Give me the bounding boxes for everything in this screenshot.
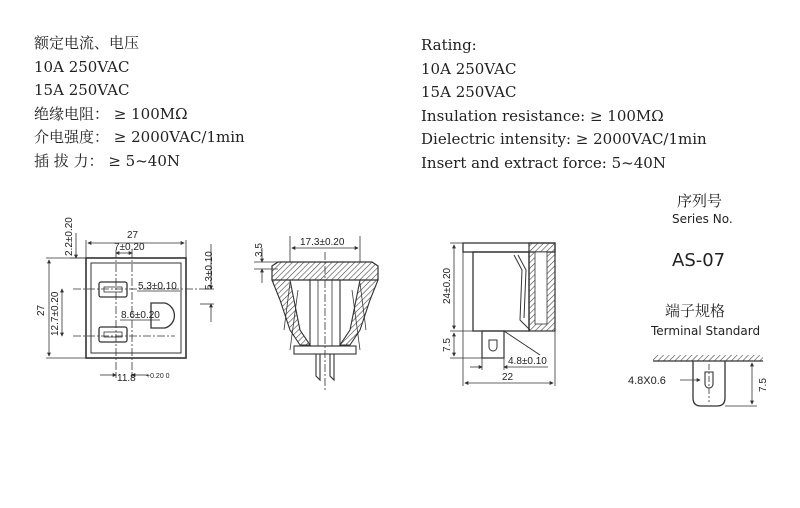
dim-top-gap: 2.2±0.20 (64, 217, 75, 256)
spec-cn-force-value: ≥ 5~40N (108, 151, 180, 170)
dim-top-width: 27 (127, 230, 139, 241)
series-label-cn: 序列号 (677, 192, 723, 210)
pin-slot-lower (99, 327, 127, 342)
spec-en-rating-10a: 10A 250VAC (421, 59, 517, 78)
spec-en-title: Rating: (421, 36, 477, 54)
terminal-size-text: 4.8X0.6 (628, 375, 666, 387)
front-inner-frame (91, 263, 181, 353)
spec-en-force: Insert and extract force: 5~40N (421, 153, 666, 172)
spec-cn-dielectric-label: 介电强度： (34, 128, 110, 146)
terminal-pin-right (330, 354, 334, 380)
dim-left-offset: 12.7±0.20 (50, 291, 61, 336)
spec-en-insulation: Insulation resistance: ≥ 100MΩ (421, 106, 664, 125)
series-number: AS-07 (672, 250, 726, 271)
spec-en-rating-15a: 15A 250VAC (421, 83, 517, 101)
terminal-label-en: Terminal Standard (651, 324, 761, 338)
dim-bottom-tolerance: +0.20 0 (146, 373, 170, 380)
spec-cn-insulation-label: 绝缘电阻： (34, 104, 110, 123)
spec-cn-force-label: 插 拔 力： (34, 151, 104, 170)
spec-cn-dielectric-value: ≥ 2000VAC/1min (113, 128, 245, 146)
dim-side-depth: 22 (502, 372, 514, 383)
terminal-label-cn: 端子规格 (665, 302, 726, 320)
pin-slot-upper (99, 282, 127, 297)
spec-cn-insulation-value: ≥ 100MΩ (113, 104, 188, 123)
dim-section-top-width: 17.3±0.20 (300, 237, 345, 248)
front-outer-frame (86, 258, 186, 358)
dim-terminal-width: 4.8±0.10 (508, 356, 547, 367)
dim-side-height: 27 (36, 304, 47, 316)
side-body (473, 252, 529, 331)
section-view (254, 236, 378, 390)
spec-cn-rating-10a: 10A 250VAC (34, 57, 130, 76)
dim-side-height: 24±0.20 (442, 267, 453, 304)
series-label-en: Series No. (672, 212, 733, 226)
dim-bottom-width: 11.8 (117, 373, 136, 384)
dim-pin-offset: 8.6±0.20 (121, 310, 160, 321)
spec-cn-rating-15a: 15A 250VAC (34, 81, 130, 99)
dim-terminal-length: 7.5 (442, 338, 453, 352)
terminal-detail (653, 355, 763, 406)
terminal-height-text: 7.5 (758, 378, 769, 392)
dim-pin-spacing: 5.3±0.10 (138, 281, 177, 292)
terminal-pin-left (316, 354, 320, 380)
spec-cn-title: 额定电流、电压 (34, 34, 140, 52)
spec-en-dielectric: Dielectric intensity: ≥ 2000VAC/1min (421, 130, 707, 148)
dim-right-offset: 5.3±0.10 (204, 251, 215, 290)
dim-section-top-depth: 3.5 (254, 243, 265, 257)
side-terminal (482, 331, 504, 358)
dim-top-offset: 7±0.20 (114, 242, 145, 253)
